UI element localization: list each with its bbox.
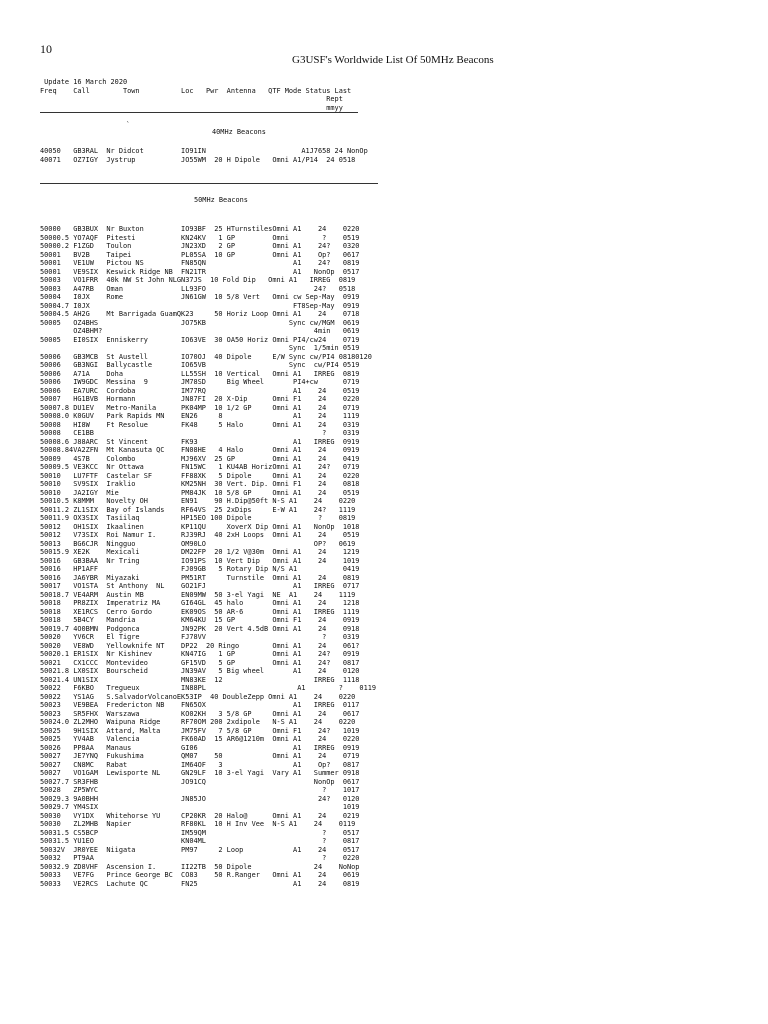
beacon-row: 50009.5 VE3KCC Nr Ottawa FN15WC 1 KU4AB HorizOmni A1 24? 0719: [40, 463, 360, 471]
beacon-row: 50012 OH1SIX Ikaalinen KP11QU XoverX Dip Omni A1 NonOp 1018: [40, 522, 360, 531]
beacon-row: 50031.5 CS5BCP IM59QM ? 0517: [40, 828, 360, 837]
beacon-row: 50015.9 XE2K Mexicali DM22FP 20 1/2 V@30m Omni A1 24 1219: [40, 548, 360, 556]
beacon-row: 50033 VE7FG Prince George BC CO83 50 R.Ranger Omni A1 24 0619: [40, 871, 360, 879]
beacon-row: 50008 CE1BB ? 0319: [40, 429, 360, 437]
beacon-row: 50018 PR8ZIX Imperatriz MA GI64GL 45 halo Omni A1 24 1218: [40, 599, 360, 607]
beacon-row: 50008.84VA2ZFN Mt Kanasuta QC FN08HE 4 Halo Omni A1 24 0919: [40, 446, 360, 454]
beacon-row: 50018.7 VE4ARM Austin MB EN09MW 50 3-el Yagi NE A1 24 1119: [40, 590, 356, 599]
beacon-row: 50000.2 F1ZGD Toulon JN23XD 2 GP Omni A1 24? 0320: [40, 242, 360, 250]
beacon-row: 50006 GB3NGI Ballycastle IO65VB Sync cw/PI4 0519: [40, 361, 360, 369]
beacon-row: 50032V JR0YEE Niigata PM97 2 Loop A1 24 0517: [40, 845, 360, 854]
beacon-row: 50003 A47RB Oman LL93FO 24? 0518: [40, 284, 356, 293]
beacon-row: 50000 GB3BUX Nr Buxton IO93BF 25 HTurnstilesOmni A1 24 0220: [40, 225, 360, 233]
beacon-row: 50001 VE9SIX Keswick Ridge NB FN21TR A1 NonOp 0517: [40, 267, 360, 276]
beacon-row: 50016 GB3BAA Nr Tring IO91PS 10 Vert Dip Omni A1 24 1019: [40, 556, 360, 565]
beacon-row: 50001 BV2B Taipei PL05SA 10 GP Omni A1 Op? 0617: [40, 250, 360, 259]
beacon-row: 50027.7 SR3FHB JO91CQ NonOp 0617: [40, 777, 360, 786]
beacon-row: 50016 HP1AFF FJ09GB 5 Rotary Dip N/S A1 0419: [40, 565, 360, 573]
beacon-row: 50006 A71A Doha LL55SH 10 Vertical Omni A1 IRREG 0819: [40, 369, 360, 378]
section-divider: [40, 183, 378, 184]
section-title-40mhz: 40MHz Beacons: [212, 128, 266, 136]
beacon-row: 50033 VE2RCS Lachute QC FN25 A1 24 0819: [40, 879, 360, 888]
beacon-row: 50010.5 K8MMM Novelty OH EN91 90 H.Dip@50ft N-S A1 24 0220: [40, 497, 356, 505]
beacon-row: 50025 9H1SIX Attard, Malta JM75FV 7 5/8 GP Omni F1 24? 1019: [40, 726, 360, 735]
beacon-row: 40050 GB3RAL Nr Didcot IO91IN A1J7658 24 NonOp: [40, 147, 368, 155]
beacon-row: 50025 YV4AB Valencia FK60AD 15 AR6@1210m Omni A1 24 0220: [40, 735, 360, 743]
beacon-row: 50000.5 YO7AQF Pitesti KN24KV 1 GP Omni ? 0519: [40, 233, 360, 242]
beacon-row: 50010 LU7FTF Castelar SF FF88XK 5 Dipole Omni A1 24 0220: [40, 471, 360, 480]
beacon-row: 50005 EI0SIX Enniskerry IO63VE 30 OA50 Horiz Omni PI4/cw24 0719: [40, 335, 360, 344]
beacon-row: 50026 PP8AA Manaus GI06 A1 IRREG 0919: [40, 743, 360, 752]
beacon-row: 50018 XE1RCS Cerro Gordo EK09OS 50 AR-6 Omni A1 IRREG 1119: [40, 607, 360, 616]
beacon-row: 50004.7 I0JX FT8Sep-May 0919: [40, 301, 360, 310]
update-line: Update 16 March 2020: [40, 78, 128, 86]
beacon-row: 50027 CN8MC Rabat IM64OF 3 A1 Op? 0817: [40, 760, 360, 769]
beacon-row: 50029.3 9A0BHH JN85JO 24? 0120: [40, 794, 360, 803]
beacon-row: 50006 IW9GDC Messina 9 JM78SD Big Wheel PI4+cw 0719: [40, 378, 360, 386]
beacon-row: 50004.5 AH2G Mt Barrigada GuamQK23 50 Horiz Loop Omni A1 24 0718: [40, 310, 360, 318]
beacon-row: 50027 VO1GAM Lewisporte NL GN29LF 10 3-el Yagi Vary A1 Summer 0918: [40, 769, 360, 777]
beacon-row: 50017 VO1STA St Anthony NL GO21FJ A1 IRREG 0717: [40, 582, 360, 590]
page-header-title: G3USF's Worldwide List Of 50MHz Beacons: [292, 54, 494, 66]
beacon-row: 50031.5 YU1EO KN04ML ? 0817: [40, 837, 360, 845]
beacon-row: 50010 SV9SIX Iraklio KM25NH 30 Vert. Dip. Omni F1 24 0818: [40, 480, 360, 488]
beacon-row: 50022 YS1AG S.SalvadorVolcanoEK53IP 40 DoubleZepp Omni A1 24 0220: [40, 692, 356, 701]
beacon-row: 50032 PT9AA ? 0220: [40, 854, 360, 862]
beacon-row: 50005 OZ4BHS JO75KB Sync cw/MGM 0619: [40, 318, 360, 327]
beacon-row: Sync 1/5min 0519: [40, 344, 360, 352]
beacon-row: 50021.8 LX0SIX Bourscheid JN39AV 5 Big wheel A1 24 0120: [40, 667, 360, 675]
beacon-row: 50024.0 ZL2MHO Waipuna Ridge RF70OM 200 2xdipole N-S A1 24 0220: [40, 718, 356, 726]
beacon-row: 50010 JA2IGY Mie PM84JK 10 5/8 GP Omni A1 24 0519: [40, 488, 360, 497]
beacon-row: 50027 JE7YNQ Fukushima QM07 50 Omni A1 24 0719: [40, 752, 360, 760]
beacon-row: 50006 GB3MCB St Austell IO70OJ 40 Dipole E/W Sync cw/PI4 08180120: [40, 352, 372, 361]
beacon-row: 50004 I0JX Rome JN61GW 10 5/8 Vert Omni cw Sep-May 0919: [40, 293, 360, 301]
column-headers-rept: Rept: [40, 95, 343, 103]
beacon-row: 50029.7 YM4SIX 1019: [40, 803, 360, 811]
section-title-50mhz: 50MHz Beacons: [194, 196, 248, 204]
beacon-list-40mhz: [40, 147, 368, 164]
beacon-row: 50011.2 ZL1SIX Bay of Islands RF64VS 25 2xDips E-W A1 24? 1119: [40, 505, 356, 514]
beacon-row: 50023 SR5FHX Warszawa KO02KH 3 5/8 GP Omni A1 24 0617: [40, 709, 360, 718]
beacon-row: 50008.6 J88ARC St Vincent FK93 A1 IRREG 0919: [40, 437, 360, 446]
header-divider: [40, 112, 358, 113]
beacon-row: 50019.7 4O0BMN Podgonca JN92PK 20 Vert 4.5dB Omni A1 24 0918: [40, 624, 360, 633]
beacon-row: 50020 YV6CR El Tigre FJ78VV ? 0319: [40, 633, 360, 641]
beacon-row: 50030 ZL2MHB Napier RF80KL 10 H Inv Vee N-S A1 24 0119: [40, 820, 356, 828]
beacon-row: 50001 VE1UW Pictou NS FN85QN A1 24? 0819: [40, 259, 360, 267]
page-number: 10: [40, 42, 52, 56]
beacon-row: 50020 VE8WD Yellowknife NT DP22 20 Ringo Omni A1 24 061?: [40, 641, 360, 650]
beacon-row: 50007.8 DU1EV Metro-Manila PK04MP 10 1/2 GP Omni A1 24 0719: [40, 403, 360, 412]
beacon-row: 50006 EA7URC Cordoba IM77RQ A1 24 0519: [40, 386, 360, 395]
beacon-row: 50008.0 K0GUV Park Rapids MN EN26 8 A1 24 1119: [40, 412, 360, 420]
beacon-row: 50032.9 ZD8VHF Ascension I. II22TB 50 Dipole 24 NoNop: [40, 862, 360, 871]
beacon-row: 50008 HI8W Ft Resolue FK48 5 Halo Omni A1 24 0319: [40, 420, 360, 429]
beacon-row: 50018 5B4CY Mandria KM64KU 15 GP Omni F1 24 0919: [40, 616, 360, 624]
column-header-block: [40, 78, 351, 112]
beacon-row: 50028 ZP5WYC ? 1017: [40, 786, 360, 794]
beacon-row: 50011.9 OX3SIX Tasiilaq HP15EO 100 Dipole ? 0819: [40, 514, 356, 522]
beacon-row: 50020.1 ER1SIX Nr Kishinev KN47IG 1 GP Omni A1 24? 0919: [40, 650, 360, 658]
beacon-row: 50030 VY1DX Whitehorse YU CP20KR 20 Halo@ Omni A1 24 0219: [40, 811, 360, 820]
beacon-row: OZ4BHM? 4min 0619: [40, 327, 360, 335]
beacon-row: 40071 OZ7IGY Jystrup JO55WM 20 H Dipole Omni A1/P14 24 0518: [40, 155, 356, 164]
beacon-row: 50023 VE9BEA Fredericton NB FN65OX A1 IRREG 0117: [40, 701, 360, 709]
column-headers-mmyy: mmyy: [40, 103, 343, 112]
beacon-row: 50016 JA6YBR Miyazaki PM51RT Turnstile Omni A1 24 0819: [40, 573, 360, 582]
beacon-row: 50003 VO1FRR 40k NW St John NLGN37JS 10 Fold Dip Omni A1 IRREG 0819: [40, 276, 356, 284]
beacon-row: 50022 F6KBO Tregueux IN88PL A1 ? 0119: [40, 684, 377, 692]
column-headers: Freq Call Town Loc Pwr Antenna QTF Mode Status Last: [40, 86, 352, 95]
beacon-row: 50021 CX1CCC Montevideo GF15VD 5 GP Omni A1 24? 0817: [40, 658, 360, 667]
beacon-list-50mhz: [40, 225, 376, 888]
beacon-row: 50009 4S7B Colombo MJ96XV 25 GP Omni A1 24 0419: [40, 454, 360, 463]
beacon-row: 50007 HG1BVB Hormann JN87FI 20 X-Dip Omni F1 24 0220: [40, 395, 360, 403]
beacon-row: 50021.4 UN1SIX MN83KE 12 IRREG 1118: [40, 675, 360, 684]
beacon-row: 50013 BG6CJR Ningguo OM90LO OP? 0619: [40, 539, 356, 548]
beacon-row: 50012 V73SIX Roi Namur I. RJ39RJ 40 2xH Loops Omni A1 24 0519: [40, 531, 360, 539]
stray-tick-mark: `: [126, 121, 131, 129]
